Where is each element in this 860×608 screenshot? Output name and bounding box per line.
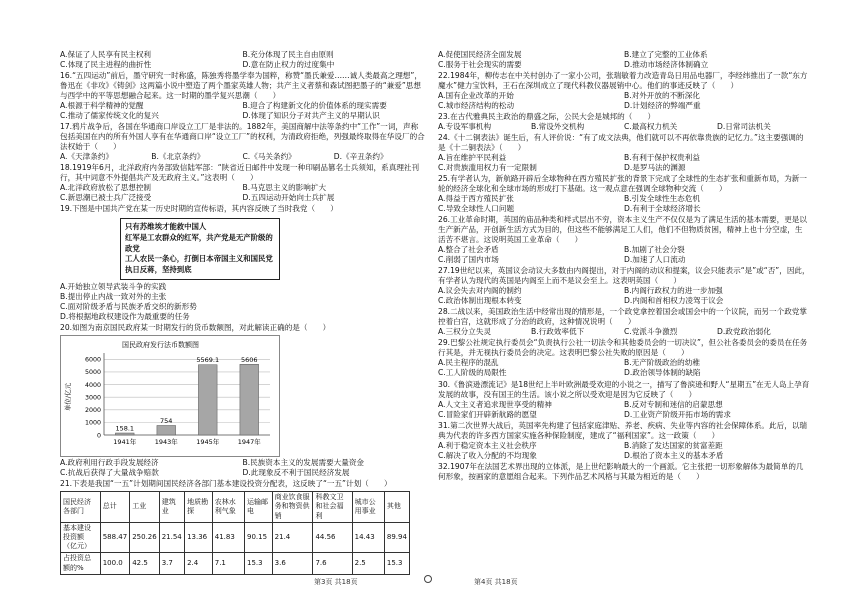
option[interactable]: A.议会失去对内阁的制约: [438, 286, 522, 296]
bar-data-label: 5569.1: [196, 356, 220, 365]
option[interactable]: D.工业资产阶级开拓市场的需求: [624, 409, 731, 419]
investment-table: [60, 491, 410, 575]
slogan-line: 工人农民一条心，打倒日本帝国主义和国民党: [125, 254, 273, 264]
question-20: 20.如图为南京国民政府某一时期发行的货币数额图，对此解读正确的是（ ）: [60, 322, 331, 332]
q21-options-row1: [438, 50, 810, 60]
q30-options-row1: [438, 400, 810, 410]
page-number-right: 第4页 共18页: [474, 578, 518, 586]
q25-options-row1: [438, 194, 810, 204]
q24-options-row2: [438, 163, 810, 173]
question-23: 23.在古代雅典民主政治的鼎盛之际，公民大会是城邦的（ ）: [438, 112, 656, 122]
table-cell: 41.83: [212, 522, 244, 553]
q17-options: [60, 152, 425, 162]
option[interactable]: B.《北京条约》: [151, 152, 205, 162]
option[interactable]: B.引发全球性生态危机: [624, 194, 700, 204]
table-header-cell: 国民经济各部门: [61, 492, 101, 523]
option[interactable]: C.导致全球性人口问题: [438, 204, 515, 214]
option[interactable]: C.党派斗争激烈: [624, 327, 678, 337]
y-tick-label: 1000: [84, 419, 101, 427]
option[interactable]: D.五四运动开始向士兵扩展: [242, 193, 335, 203]
option[interactable]: B.建立了完整的工业体系: [624, 50, 708, 59]
table-cell: 2.5: [352, 553, 384, 574]
slogan-poster: [120, 218, 280, 280]
option[interactable]: B.民族资本主义的发展需要大量资金: [242, 458, 365, 467]
table-row-label: 占投资总额的%: [61, 553, 101, 574]
option[interactable]: B.常设外交机构: [531, 122, 585, 132]
option[interactable]: A.人文主义者追求现世享受的精神: [438, 399, 552, 409]
option[interactable]: C.新思潮已被士兵广泛接受: [60, 193, 152, 203]
option[interactable]: B.有利于保护权贵利益: [624, 153, 700, 163]
option[interactable]: C.政治体制出现根本转变: [438, 296, 522, 306]
option[interactable]: B.加剧了社会分裂: [624, 245, 685, 255]
table-header-cell: 城市公用事业: [352, 492, 384, 523]
table-header-cell: 科教文卫和社会福利: [313, 492, 352, 523]
q18-options-row1: [60, 183, 425, 193]
option[interactable]: A.国有企业改革的开始: [438, 91, 514, 101]
option[interactable]: A.政府利用行政手段发展经济: [60, 458, 159, 467]
slogan-line: 只有苏维埃才能救中国人: [125, 222, 207, 232]
binding-hole-icon: [424, 575, 432, 583]
option[interactable]: C.最高权力机关: [624, 122, 678, 132]
q18-options-row2: [60, 193, 425, 203]
y-tick-label: 4000: [84, 381, 101, 389]
question-27: 27.19世纪以来，英国议会动议大多数由内阁提出，对于内阁的动议和提案，议会只能表示“是”或“否”，因此，有学者认为现代的英国是内阁至上而不是议会至上。这表明英国（ ）: [438, 266, 810, 286]
option[interactable]: C.推动了儒家传统文化的复兴: [60, 111, 159, 121]
q29-options-row1: [438, 358, 810, 368]
q30-options-row2: [438, 410, 810, 420]
question-28: 28.二战以来，美国政治生活中经常出现的情形是，一个政党拿控着国会或国会中的一个议院，而另一个政党掌控着白宫，这就形成了分治的政府，这种情况说明（ ）: [438, 307, 807, 327]
question-16: 16.“五四运动”前后，墨守研究一时称盛，陈独秀将墨学奉为国粹，称赞“墨氏兼爱……诚人类最高之理想”，鲁迅在《非攻》《铸剑》这两篇小说中塑造了两个墨家英雄人物；共产主义者蔡和森试图把墨子的“兼爱”思想与西学中的平等思想融合起来。这一时期的墨学复兴思潮（ ）: [60, 71, 422, 101]
option[interactable]: D.日常司法机关: [717, 122, 771, 132]
option[interactable]: B.对外开放的不断深化: [624, 91, 700, 101]
option[interactable]: C.解决了收入分配的不均现象: [438, 450, 537, 460]
option[interactable]: A.旨在维护平民利益: [438, 153, 507, 163]
table-cell: 89.94: [384, 522, 409, 553]
q31-options-row2: [438, 451, 810, 461]
option[interactable]: A.专设军事机构: [438, 122, 492, 132]
option[interactable]: A.促使国民经济全面发展: [438, 50, 522, 59]
table-header-cell: 商业饮食服务和物资供销: [272, 492, 313, 523]
option[interactable]: D.推动市场经济体制确立: [624, 60, 709, 70]
option[interactable]: D.计划经济的弊端严重: [624, 101, 701, 111]
option[interactable]: C.对贵族滥用权力有一定限制: [438, 163, 537, 173]
table-header-cell: 其他: [384, 492, 409, 523]
question-31: 31.第二次世界大战后，英国率先构建了包括家庭津贴、养老、疾病、失业等内容的社会保障体系。此后，以瑞典为代表的许多西方国家实施各种保险制度，建成了“福利国家”。这一政策（ ）: [438, 420, 807, 440]
slogan-line: 红军是工农群众的红军，共产党是无产阶级的政党: [125, 232, 273, 253]
question-22: 22.1984年，柳传志在中关村创办了一家小公司，张瑞敏着力改造青岛日用品电器厂，李经纬推出了一款“东方魔水”健力宝饮料，王石在深圳成立了现代科教仪器展销中心。他们的事迹反映了（ ）: [438, 71, 808, 91]
option[interactable]: D.内阁和首相权力凌驾于议会: [624, 296, 724, 306]
x-tick-label: 1945年: [196, 438, 220, 446]
y-tick-label: 6000: [84, 356, 101, 364]
y-tick-label: 2000: [84, 407, 101, 415]
option[interactable]: C.城市经济结构的松动: [438, 101, 515, 111]
chart-ylabel: 单位/亿元: [64, 382, 72, 412]
option[interactable]: C.《马关条约》: [242, 152, 296, 162]
option[interactable]: A.《天津条约》: [60, 152, 114, 162]
table-cell: 7.6: [313, 553, 352, 574]
q27-options-row2: [438, 296, 810, 306]
option[interactable]: D.加速了人口流动: [624, 255, 686, 265]
question-30: 30.《鲁滨逊漂流记》是18世纪上半叶欧洲最受欢迎的小说之一，描写了鲁滨逊和野人“星期五”在无人岛上孕育发展的故事，没有国王的生活。该小说之所以受欢迎是因为它反映了（ ）: [438, 379, 810, 399]
table-header-row: [61, 492, 410, 523]
bar: [157, 425, 176, 435]
table-cell: 3.7: [159, 553, 184, 574]
option[interactable]: A.北洋政府放松了思想控制: [60, 183, 152, 193]
option[interactable]: C.体现了民主进程的曲折性: [60, 60, 152, 70]
bar: [198, 365, 217, 435]
option[interactable]: B.反对专制和迷信的启蒙思想: [624, 399, 723, 409]
q25-options-row2: [438, 204, 810, 214]
table-cell: 21.54: [159, 522, 184, 553]
q23-options: [438, 122, 810, 132]
option[interactable]: A.得益于西方殖民扩张: [438, 194, 514, 204]
option[interactable]: D.此现象反不利于国民经济发展: [242, 468, 350, 478]
table-cell: 3.6: [272, 553, 313, 574]
option[interactable]: A.根源于科学精神的觉醒: [60, 101, 144, 111]
option[interactable]: D.根治了资本主义的基本矛盾: [624, 450, 724, 460]
q15-options-c-d: [60, 60, 425, 70]
table-header-cell: 总计: [100, 492, 130, 523]
option[interactable]: B.充分体现了民主自由原则: [242, 50, 334, 59]
slogan-line: 执日反蒋，坚持到底: [125, 265, 192, 275]
y-tick-label: 3000: [84, 394, 101, 402]
question-24: 24.《十二铜表法》诞生后，有人评价说：“有了成文法典，他们就可以不再依靠贵族的记忆力。”这主要强调的是《十二铜表法》（ ）: [438, 133, 804, 153]
option[interactable]: C.工人阶级的局限性: [438, 368, 507, 378]
question-29: 29.巴黎公社规定执行委员会“负责执行公社一切法令和其他委员会的一切决议”，但公社各委员会的委员在任务行其是，并无视执行委员会的决定。这表明巴黎公社失败的原因是（ ）: [438, 338, 808, 358]
right-column: [438, 50, 810, 482]
option[interactable]: D.有利于全球经济增长: [624, 204, 701, 214]
table-cell: 21.4: [272, 522, 313, 553]
x-tick-label: 1947年: [237, 438, 261, 446]
page-number-left: 第3页 共18页: [314, 578, 358, 586]
q20-options-row2: [60, 468, 425, 478]
option[interactable]: A.三权分立失灵: [438, 327, 492, 337]
table-header-cell: 运输邮电: [245, 492, 273, 523]
table-cell: 42.5: [130, 553, 160, 574]
y-tick-label: 5000: [84, 369, 101, 377]
q22-options-row2: [438, 101, 810, 111]
option[interactable]: C.削弱了国内市场: [438, 255, 499, 265]
table-cell: 7.1: [212, 553, 244, 574]
q21-options-row2: [438, 60, 810, 70]
table-cell: 250.26: [130, 522, 160, 553]
table-cell: 588.47: [100, 522, 130, 553]
option[interactable]: D.意在防止权力的过度集中: [242, 60, 335, 70]
table-cell: 90.15: [245, 522, 273, 553]
option[interactable]: B.提出停止内战一致对外的主张: [60, 291, 167, 301]
table-row-label: 基本建设投资额（亿元）: [61, 522, 101, 553]
table-cell: 2.4: [185, 553, 213, 574]
option[interactable]: D.体现了知识分子对共产主义的早期认识: [242, 111, 380, 121]
option[interactable]: B.行政效率低下: [531, 327, 585, 337]
option[interactable]: D.将根据地政权建设作为最重要的任务: [60, 311, 190, 321]
option[interactable]: B.迎合了构建新文化的价值体系的现实需要: [242, 101, 387, 111]
question-21: 21.下表是我国“一五”计划期间国民经济各部门基本建设投资分配表，这反映了“一五”计划（ ）: [60, 479, 392, 489]
q27-options-row1: [438, 286, 810, 296]
question-25: 25.有学者认为，新航路开辟后全球物种在西方殖民扩张的背景下完成了全球性的生态扩张和重新布局，为新一轮的经济全球化和全球市场的形成打下基础。这一观点意在强调全球物种交流（ ）: [438, 174, 807, 194]
question-17: 17.鸦片战争后，各国在华通商口岸设立工厂是非法的。1882年，美国商解中法等条约中“工作”一词，声称包括美国在内的所有外国人享有在华通商口岸“设立工厂”的权利，为清政府拒绝，列强最终取得在华设厂的合法权始于（ ）: [60, 122, 425, 152]
chart-title: 国民政府发行法币数额图: [122, 341, 199, 349]
y-tick-label: 0: [96, 432, 101, 440]
q20-options-row1: [60, 458, 425, 468]
table-header-cell: 建筑业: [159, 492, 184, 523]
option[interactable]: D.政治领导体制的缺陷: [624, 368, 701, 378]
option[interactable]: A.保证了人民享有民主权利: [60, 50, 152, 59]
q26-options-row1: [438, 245, 810, 255]
q16-options-row2: [60, 111, 425, 121]
bar: [115, 433, 134, 435]
table-header-cell: 农林水利气象: [212, 492, 244, 523]
q16-options-row1: [60, 101, 425, 111]
bar-data-label: 158.1: [115, 424, 135, 433]
option[interactable]: A.开始独立领导武装斗争的实践: [60, 281, 167, 291]
q22-options-row1: [438, 91, 810, 101]
question-32: 32.1907年在法国艺术界出现的立体派，是上世纪影响最大的一个画派。它主张把一切形象解体为最简单的几何形象，按画家的意愿组合起来。下列作品艺术风格与其最为相近的是（ ）: [438, 461, 804, 481]
option[interactable]: A.利于稳定资本主义社会秩序: [438, 440, 537, 450]
table-header-cell: 工业: [130, 492, 160, 523]
table-cell: 15.3: [384, 553, 409, 574]
option[interactable]: B.内阁行政权力的进一步加强: [624, 286, 723, 296]
bar: [240, 364, 259, 435]
option[interactable]: A.整合了社会矛盾: [438, 245, 499, 255]
table-row: [61, 522, 410, 553]
option[interactable]: C.面对阶级矛盾与民族矛盾交织的新形势: [60, 301, 197, 311]
table-row: [61, 553, 410, 574]
table-cell: 15.3: [245, 553, 273, 574]
table-cell: 100.0: [100, 553, 130, 574]
table-header-cell: 地质勘探: [185, 492, 213, 523]
q31-options-row1: [438, 441, 810, 451]
x-tick-label: 1943年: [154, 438, 178, 446]
q28-options: [438, 327, 810, 337]
option[interactable]: C.服务于社会现实的需要: [438, 60, 522, 70]
bar-data-label: 754: [160, 416, 173, 425]
table-cell: 14.43: [352, 522, 384, 553]
option[interactable]: B.消除了发达国家的贫富差距: [624, 440, 723, 450]
table-cell: 13.36: [185, 522, 213, 553]
option[interactable]: C.抗战后获得了大量战争赔款: [60, 468, 159, 478]
q26-options-row2: [438, 255, 810, 265]
left-column: [60, 50, 425, 575]
option[interactable]: B.无产阶级政治的幼稚: [624, 358, 700, 368]
bar-data-label: 5606: [240, 355, 258, 364]
option[interactable]: A.民主程序的混乱: [438, 358, 499, 368]
q15-options-a-b: [60, 50, 425, 60]
q29-options-row2: [438, 368, 810, 378]
q24-options-row1: [438, 153, 810, 163]
option[interactable]: D.是罗马法的渊源: [624, 163, 686, 173]
currency-issuance-chart: [60, 335, 280, 457]
option[interactable]: B.马克思主义的影响扩大: [242, 183, 327, 193]
question-18: 18.1919年6月，北洋政府内务部致信陆军部：“陕省近日邮件中发现一种印刷品篡名士兵须知，系真理社刊行，其中词意不外提倡共产及无政府主义。”这表明（ ）: [60, 163, 420, 183]
table-cell: 44.56: [313, 522, 352, 553]
x-tick-label: 1941年: [113, 438, 137, 446]
question-19: 19.下图是中国共产党在某一历史时期的宣传标语，其内容反映了当时我党（ ）: [60, 204, 338, 214]
question-26: 26.工业革命时期，英国的庙品种类和样式层出不穷，资本主义生产不仅仅是为了满足生活的基本需要，更是以生产新产品，开创新生活方式为目的，但这些不能够满足工人们，他们不但物质贫困，精神上也十分空虚，生活苦不堪言。这说明英国工业革命（ ）: [438, 215, 807, 245]
option[interactable]: D.《辛丑条约》: [333, 152, 388, 162]
option[interactable]: C.冒险家们开辟新航路的愿望: [438, 409, 537, 419]
option[interactable]: D.政党政治弱化: [717, 327, 771, 337]
